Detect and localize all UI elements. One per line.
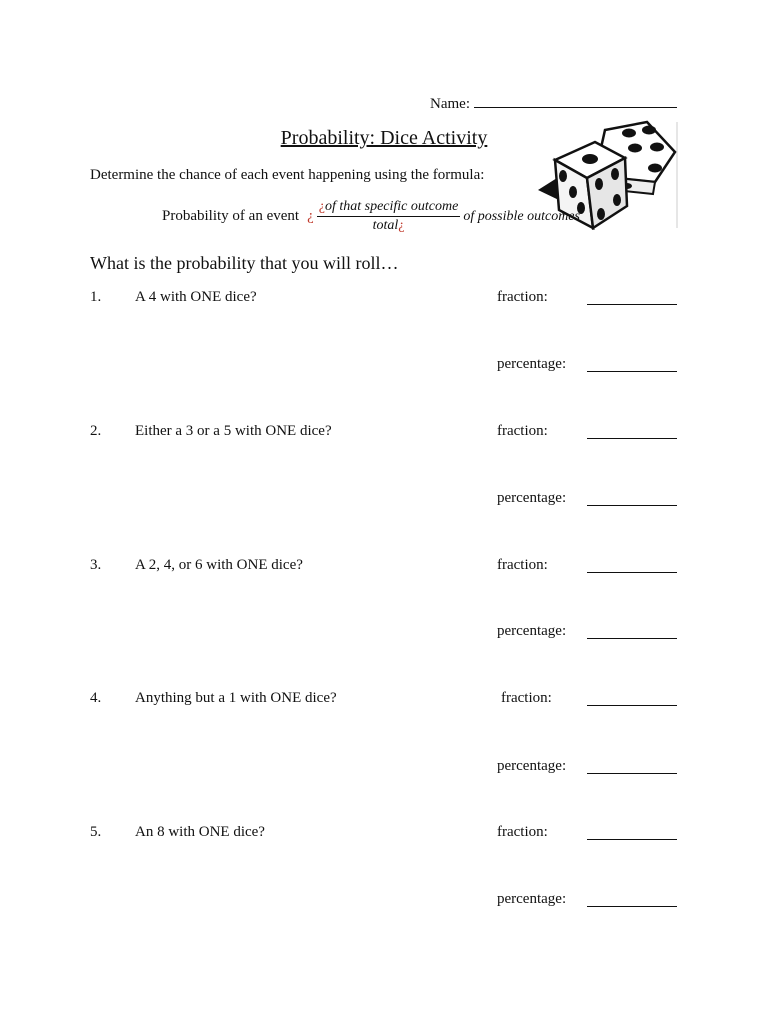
formula-denominator xyxy=(373,217,405,234)
numerator-mark: ¿ xyxy=(318,199,325,214)
question-text: Anything but a 1 with ONE dice? xyxy=(135,690,337,706)
question-number: 3. xyxy=(90,557,102,573)
question-text: A 2, 4, or 6 with ONE dice? xyxy=(135,557,303,573)
question-number: 2. xyxy=(90,423,102,439)
fraction-label: fraction: xyxy=(501,690,552,706)
percentage-answer-line[interactable] xyxy=(587,638,677,639)
question-text: A 4 with ONE dice? xyxy=(135,289,257,305)
fraction-label: fraction: xyxy=(497,557,548,573)
formula-open-mark: ¿ xyxy=(307,208,314,224)
percentage-label: percentage: xyxy=(497,623,567,639)
formula-lead: Probability of an event xyxy=(162,208,300,224)
percentage-label: percentage: xyxy=(497,356,567,372)
question-intro: What is the probability that you will roll… xyxy=(90,253,399,273)
percentage-label: percentage: xyxy=(497,490,567,506)
percentage-label: percentage: xyxy=(497,758,567,774)
name-blank-line[interactable] xyxy=(474,93,677,108)
percentage-label: percentage: xyxy=(497,891,567,907)
denominator-mark: ¿ xyxy=(398,218,405,233)
fraction-answer-line[interactable] xyxy=(587,304,677,305)
denominator-text: total xyxy=(372,218,399,233)
page-title: Probability: Dice Activity xyxy=(280,127,488,149)
question-text: Either a 3 or a 5 with ONE dice? xyxy=(135,423,332,439)
fraction-answer-line[interactable] xyxy=(587,839,677,840)
question-text: An 8 with ONE dice? xyxy=(135,824,265,840)
formula-tail: of possible outcomes xyxy=(463,208,580,224)
percentage-answer-line[interactable] xyxy=(587,371,677,372)
fraction-label: fraction: xyxy=(497,824,548,840)
question-number: 4. xyxy=(90,690,102,706)
question-number: 1. xyxy=(90,289,102,305)
formula-numerator xyxy=(317,199,461,217)
name-field xyxy=(430,93,677,113)
fraction-answer-line[interactable] xyxy=(587,438,677,439)
question-number: 5. xyxy=(90,824,102,840)
numerator-text: of that specific outcome xyxy=(324,199,459,214)
fraction-label: fraction: xyxy=(497,423,548,439)
fraction-answer-line[interactable] xyxy=(587,572,677,573)
formula-fraction xyxy=(317,199,461,234)
percentage-answer-line[interactable] xyxy=(587,505,677,506)
probability-formula xyxy=(162,199,580,234)
percentage-answer-line[interactable] xyxy=(587,906,677,907)
fraction-label: fraction: xyxy=(497,289,548,305)
instructions-text: Determine the chance of each event happening using the formula: xyxy=(90,167,485,183)
name-label: Name: xyxy=(430,96,470,112)
fraction-answer-line[interactable] xyxy=(587,705,677,706)
percentage-answer-line[interactable] xyxy=(587,773,677,774)
